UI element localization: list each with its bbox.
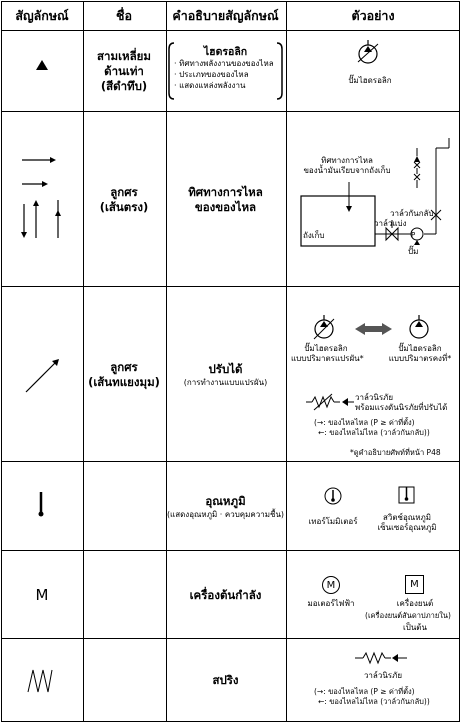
relief-valve-line2: พร้อมแรงดันนิรภัยที่ปรับได้: [355, 403, 448, 412]
example-divider-valve-label: วาล์วแบ่ง: [374, 219, 407, 228]
example-pump-label: ปั๊ม: [408, 247, 419, 256]
relief-valve-line1: วาล์วนิรภัย: [355, 393, 394, 402]
fixed-pump-line1: ปั๊มไฮดรอลิก: [398, 344, 442, 353]
straight-arrow-name-line1: ลูกศร: [110, 184, 138, 199]
header-description: คำอธิบายสัญลักษณ์: [172, 8, 279, 23]
diagonal-arrow-description: [166, 287, 285, 462]
diagonal-arrow-desc-line2: (การทำงานแบบแปรผัน): [183, 377, 268, 387]
header-symbol: สัญลักษณ์: [15, 8, 69, 23]
diagonal-arrow-name-line2: (เส้นทแยงมุม): [88, 374, 160, 389]
straight-arrow-name: [83, 112, 165, 287]
header-name: ชื่อ: [116, 8, 132, 23]
triangle-name-line3: (สีดำทึบ): [100, 78, 148, 93]
triangle-name-line1: สามเหลี่ยม: [97, 48, 151, 63]
motor-description: เครื่องต้นกำลัง: [189, 587, 262, 602]
engine-line2: (เครื่องยนต์สันดาปภายใน): [365, 611, 451, 620]
triangle-desc-item-2: · ประเภทของของไหล: [174, 70, 249, 79]
example-pump-letter: P: [411, 231, 416, 239]
example-pump-label: ปั๊มไฮดรอลิก: [348, 76, 392, 85]
example-check-valve-label: วาล์วกันกลับ: [390, 209, 434, 218]
variable-pump-line2: แบบปริมาตรแปรผัน*: [291, 354, 364, 363]
footnote: *ดูคำอธิบายศัพท์ที่หน้า P48: [350, 448, 441, 457]
triangle-desc-item-3: · แสดงแหล่งพลังงาน: [174, 81, 246, 90]
engine-line1: เครื่องยนต์: [396, 599, 434, 608]
flow-circuit-diagram: [286, 112, 460, 284]
engine-line3: เป็นต้น: [403, 623, 427, 632]
pump-comparison-icons: [310, 315, 450, 345]
hydraulic-pump-icon: [354, 40, 382, 66]
example-flow-line2: ของน้ำมันเรียบจากถังเก็บ: [303, 166, 391, 175]
thermometer-icon: [38, 492, 46, 518]
relief-valve-note2: ←: ของไหลไม่ไหล (วาล์วกันกลับ)): [318, 428, 430, 437]
straight-arrows-icon: [20, 152, 60, 242]
temperature-desc-line2: (แสดงอุณหภูมิ · ควบคุมความชื้น): [166, 509, 285, 519]
diagonal-arrow-desc-line1: ปรับได้: [208, 361, 243, 376]
triangle-description: [166, 31, 285, 111]
diagonal-arrow-name-line1: ลูกศร: [110, 359, 138, 374]
temperature-desc-line1: อุณหภูมิ: [205, 493, 246, 508]
spring-example-note2: ←: ของไหลไม่ไหล (วาล์วกันกลับ)): [318, 697, 430, 706]
column-divider: [286, 2, 287, 721]
diagonal-arrow-name: [83, 287, 165, 462]
triangle-desc-title: ไฮดรอลิก: [203, 46, 248, 58]
triangle-name: [83, 31, 165, 111]
electric-motor-icon: M: [322, 576, 340, 594]
solid-triangle-icon: [36, 60, 48, 70]
straight-arrow-desc-line2: ของของไหล: [194, 199, 257, 214]
straight-arrow-desc-line1: ทิศทางการไหล: [188, 184, 263, 199]
thermometer-label: เทอร์โมมิเตอร์: [308, 517, 358, 526]
engine-icon: M: [405, 575, 424, 594]
relief-valve-spring-icon: [355, 651, 409, 665]
adjustable-relief-valve-icon: [306, 394, 356, 414]
triangle-name-line2: ด้านเท่า: [104, 63, 144, 78]
motor-symbol: M: [35, 586, 49, 604]
example-tank-label: ถังเก็บ: [303, 231, 325, 240]
relief-valve-note1: (→: ของไหลไหล (P ≥ ค่าที่ตั้ง): [314, 418, 415, 427]
triangle-desc-item-1: · ทิศทางพลังงานของของไหล: [174, 59, 274, 68]
electric-motor-label: มอเตอร์ไฟฟ้า: [307, 599, 355, 608]
temperature-switch-line2: เซ็นเซอร์อุณหภูมิ: [377, 523, 437, 532]
fixed-pump-line2: แบบปริมาตรคงที่*: [388, 354, 452, 363]
temperature-switch-icon: [398, 484, 416, 506]
temperature-switch-line1: สวิตช์อุณหภูมิ: [382, 513, 432, 522]
variable-pump-line1: ปั๊มไฮดรอลิก: [304, 344, 348, 353]
diagonal-arrow-icon: [24, 356, 62, 394]
spring-example-label: วาล์วนิรภัย: [363, 671, 403, 680]
spring-description: สปริง: [212, 673, 239, 687]
temperature-description: [166, 462, 285, 551]
example-flow-line1: ทิศทางการไหล: [321, 156, 373, 165]
header-example: ตัวอย่าง: [351, 8, 395, 23]
thermometer-gauge-icon: [324, 486, 342, 506]
straight-arrow-description: [166, 112, 285, 287]
spring-example-note1: (→: ของไหลไหล (P ≥ ค่าที่ตั้ง): [314, 687, 415, 696]
straight-arrow-name-line2: (เส้นตรง): [99, 199, 149, 214]
spring-icon: [27, 668, 55, 694]
